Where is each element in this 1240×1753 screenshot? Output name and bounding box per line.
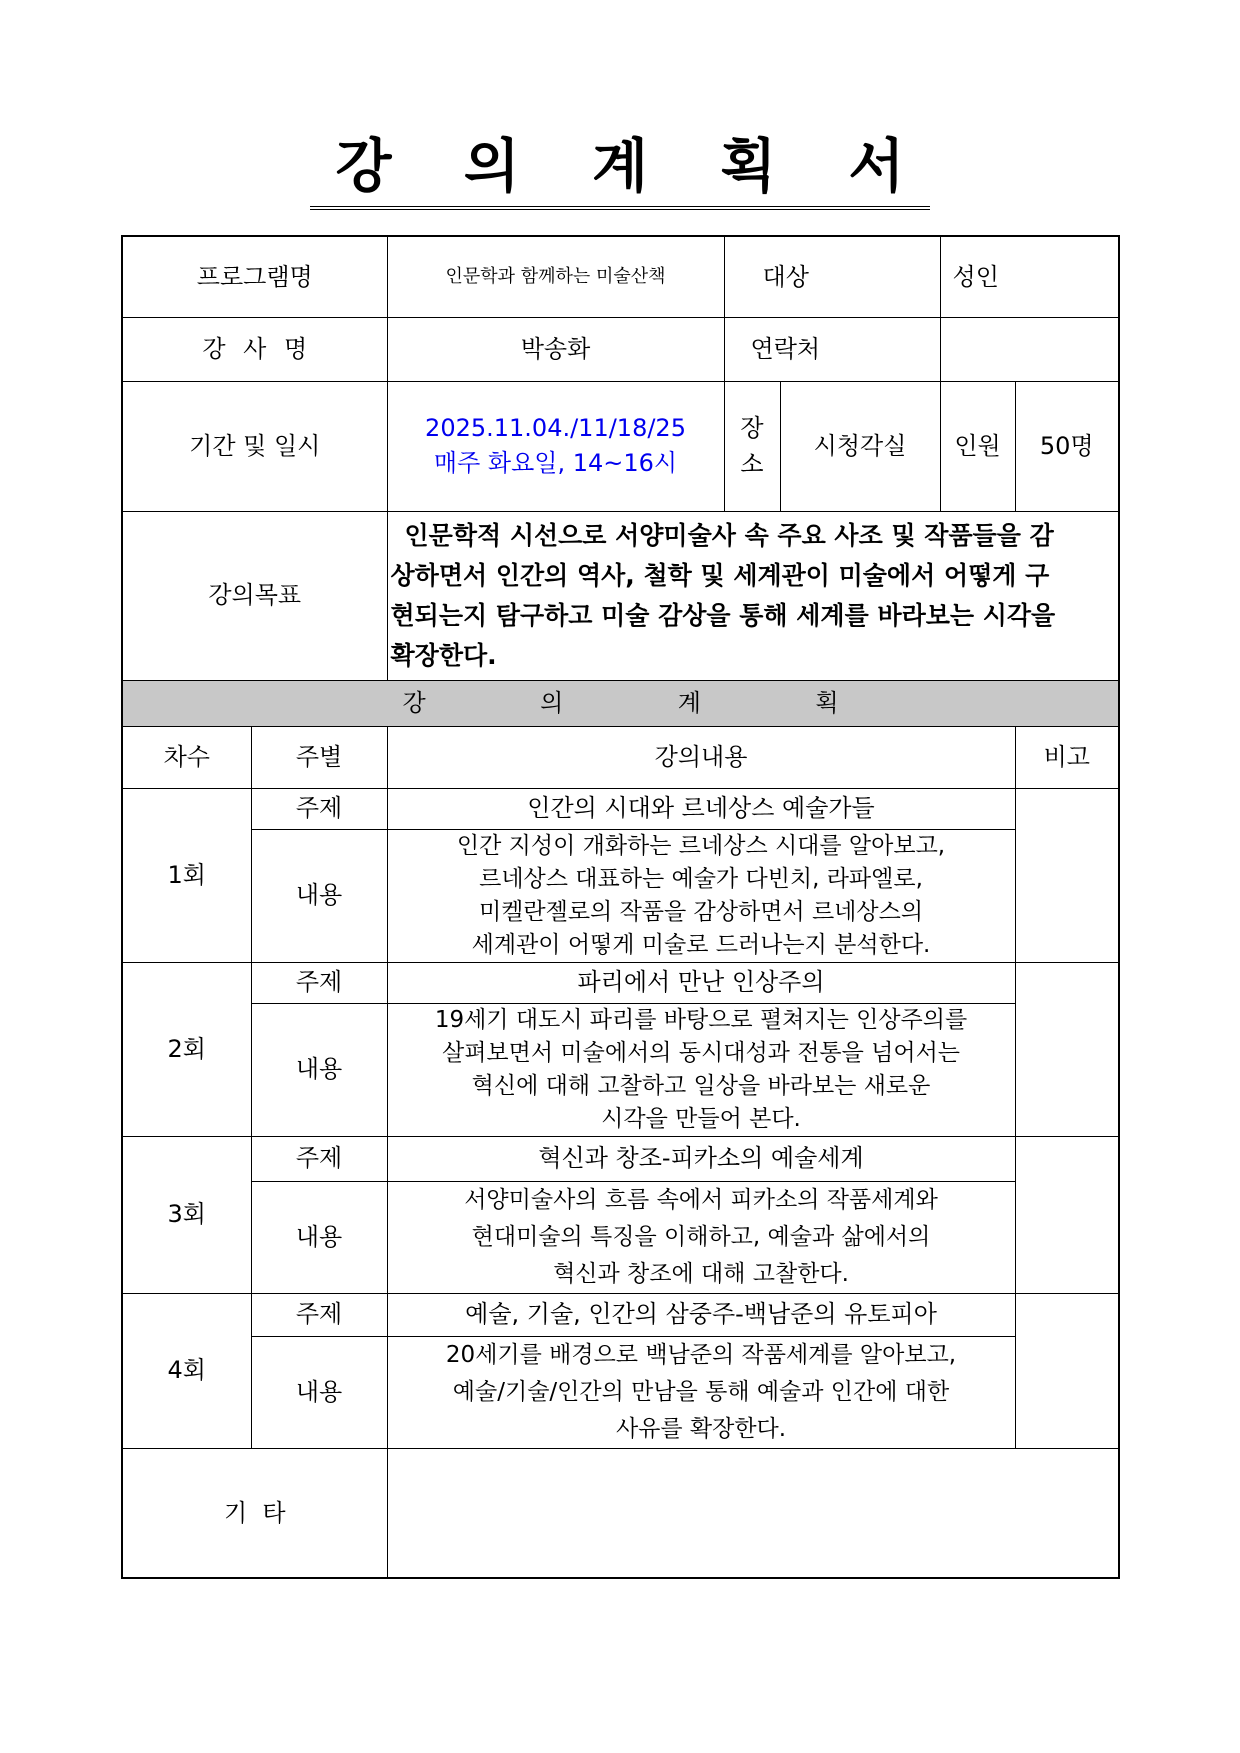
topic-label: 주제 <box>251 1136 387 1181</box>
contact-value <box>940 317 1119 381</box>
document-title <box>0 128 1240 210</box>
content-line: 사유를 확장한다. <box>615 1415 787 1442</box>
col-week: 주별 <box>251 726 387 788</box>
period-dates: 2025.11.04./11/18/25 <box>425 414 686 443</box>
period-row <box>122 381 1119 511</box>
place-label-1: 장 <box>740 414 764 442</box>
plan-header-char: 계 <box>677 688 701 717</box>
content-label: 내용 <box>251 829 387 962</box>
session-2-topic-row <box>122 962 1119 1003</box>
content-line: 혁신과 창조에 대해 고찰한다. <box>553 1260 849 1287</box>
capacity-value: 50명 <box>1015 381 1119 511</box>
session-4-note <box>1015 1293 1119 1448</box>
col-note: 비고 <box>1015 726 1119 788</box>
session-3-topic: 혁신과 창조-피카소의 예술세계 <box>387 1136 1015 1181</box>
place-value: 시청각실 <box>780 381 940 511</box>
goal-row <box>122 511 1119 680</box>
place-label-2: 소 <box>740 450 764 478</box>
plan-header-char: 획 <box>815 688 839 717</box>
session-1-topic-row <box>122 788 1119 829</box>
plan-header-char: 강 <box>402 688 426 717</box>
session-4-content <box>387 1336 1015 1448</box>
topic-label: 주제 <box>251 788 387 829</box>
content-line: 르네상스 대표하는 예술가 다빈치, 라파엘로, <box>479 865 923 892</box>
contact-label: 연락처 <box>724 317 940 381</box>
plan-columns-row <box>122 726 1119 788</box>
goal-line: 확장한다. <box>390 640 497 670</box>
plan-header-row <box>122 680 1119 726</box>
session-3-topic-row <box>122 1136 1119 1181</box>
plan-header-char: 의 <box>540 688 564 717</box>
plan-header <box>122 680 1119 726</box>
etc-value <box>387 1448 1119 1578</box>
session-2-content-row <box>122 1003 1119 1136</box>
program-row <box>122 236 1119 317</box>
session-1-note <box>1015 788 1119 962</box>
session-4-topic-row <box>122 1293 1119 1336</box>
goal-line: 현되는지 탐구하고 미술 감상을 통해 세계를 바라보는 시각을 <box>390 600 1056 630</box>
program-label: 프로그램명 <box>122 236 387 317</box>
instructor-value: 박송화 <box>387 317 724 381</box>
period-value <box>387 381 724 511</box>
session-2-note <box>1015 962 1119 1136</box>
document-title-text: 강 의 계 획 서 <box>310 128 931 210</box>
content-label: 내용 <box>251 1003 387 1136</box>
period-label: 기간 및 일시 <box>122 381 387 511</box>
content-line: 세계관이 어떻게 미술로 드러나는지 분석한다. <box>471 931 931 958</box>
topic-label: 주제 <box>251 1293 387 1336</box>
col-content: 강의내용 <box>387 726 1015 788</box>
goal-label: 강의목표 <box>122 511 387 680</box>
etc-row <box>122 1448 1119 1578</box>
place-label <box>724 381 780 511</box>
program-value: 인문학과 함께하는 미술산책 <box>387 236 724 317</box>
col-session: 차수 <box>122 726 251 788</box>
capacity-label: 인원 <box>940 381 1015 511</box>
session-3-content <box>387 1181 1015 1293</box>
session-3-note <box>1015 1136 1119 1293</box>
lecture-plan-table <box>121 235 1120 1579</box>
instructor-label: 강 사 명 <box>122 317 387 381</box>
session-4-content-row <box>122 1336 1119 1448</box>
topic-label: 주제 <box>251 962 387 1003</box>
session-2-topic: 파리에서 만난 인상주의 <box>387 962 1015 1003</box>
content-line: 살펴보면서 미술에서의 동시대성과 전통을 넘어서는 <box>441 1039 961 1066</box>
goal-line: 상하면서 인간의 역사, 철학 및 세계관이 미술에서 어떻게 구 <box>390 560 1050 590</box>
content-label: 내용 <box>251 1181 387 1293</box>
instructor-row <box>122 317 1119 381</box>
goal-text <box>387 511 1119 680</box>
goal-line: 인문학적 시선으로 서양미술사 속 주요 사조 및 작품들을 감 <box>404 520 1054 550</box>
content-line: 예술/기술/인간의 만남을 통해 예술과 인간에 대한 <box>452 1378 950 1405</box>
content-line: 서양미술사의 흐름 속에서 피카소의 작품세계와 <box>464 1186 938 1213</box>
session-1-content-row <box>122 829 1119 962</box>
session-2-content <box>387 1003 1015 1136</box>
etc-label: 기 타 <box>122 1448 387 1578</box>
content-line: 미켈란젤로의 작품을 감상하면서 르네상스의 <box>478 898 924 925</box>
target-value: 성인 <box>940 236 1119 317</box>
session-1-label: 1회 <box>122 788 251 962</box>
session-2-label: 2회 <box>122 962 251 1136</box>
session-4-topic: 예술, 기술, 인간의 삼중주-백남준의 유토피아 <box>387 1293 1015 1336</box>
period-schedule: 매주 화요일, 14~16시 <box>433 449 678 477</box>
content-line: 19세기 대도시 파리를 바탕으로 펼쳐지는 인상주의를 <box>434 1006 968 1033</box>
content-line: 현대미술의 특징을 이해하고, 예술과 삶에서의 <box>471 1223 931 1250</box>
session-3-label: 3회 <box>122 1136 251 1293</box>
content-line: 시각을 만들어 본다. <box>601 1105 801 1132</box>
session-4-label: 4회 <box>122 1293 251 1448</box>
content-line: 인간 지성이 개화하는 르네상스 시대를 알아보고, <box>456 832 946 859</box>
content-line: 혁신에 대해 고찰하고 일상을 바라보는 새로운 <box>471 1072 931 1099</box>
session-1-topic: 인간의 시대와 르네상스 예술가들 <box>387 788 1015 829</box>
content-line: 20세기를 배경으로 백남준의 작품세계를 알아보고, <box>445 1341 957 1368</box>
session-3-content-row <box>122 1181 1119 1293</box>
content-label: 내용 <box>251 1336 387 1448</box>
session-1-content <box>387 829 1015 962</box>
target-label: 대상 <box>724 236 940 317</box>
